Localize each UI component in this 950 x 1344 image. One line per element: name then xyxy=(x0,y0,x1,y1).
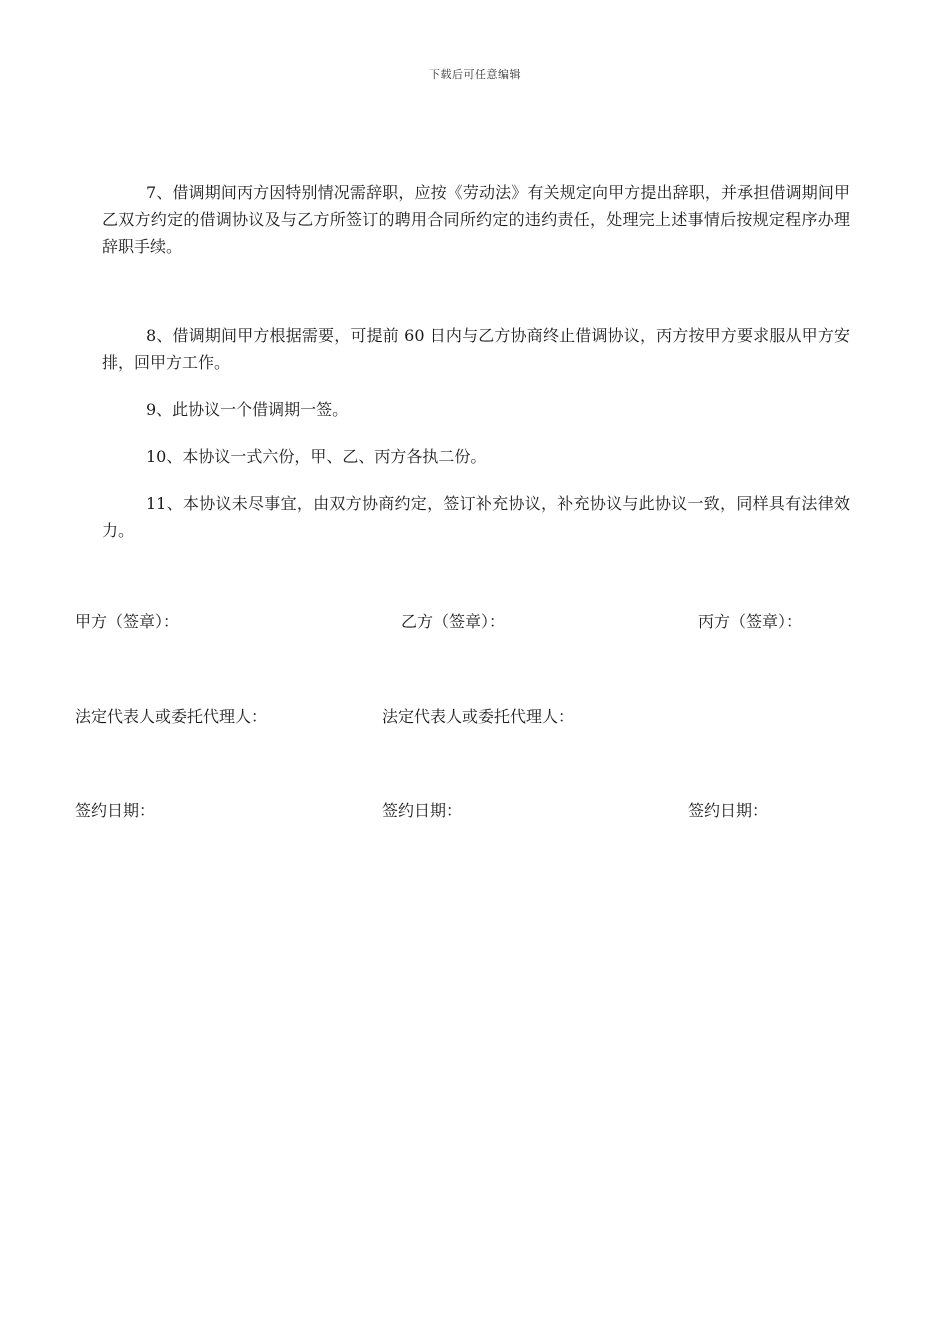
signature-parties-row xyxy=(0,610,950,634)
sign-date-row xyxy=(0,799,950,823)
party-b-representative-label: 法定代表人或委托代理人： xyxy=(382,707,575,726)
clause-8: 8、借调期间甲方根据需要，可提前 60 日内与乙方协商终止借调协议，丙方按甲方要求服从甲方安排，回甲方工作。 xyxy=(102,326,850,372)
party-c-signature-label: 丙方（签章）： xyxy=(698,612,803,631)
clause-7: 7、借调期间丙方因特别情况需辞职，应按《劳动法》有关规定向甲方提出辞职，并承担借调期间甲乙双方约定的借调协议及与乙方所签订的聘用合同所约定的违约责任，处理完上述事情后按规定程序办理辞职手续。 xyxy=(102,183,850,256)
clause-9: 9、此协议一个借调期一签。 xyxy=(146,400,349,419)
party-a-date-label: 签约日期： xyxy=(75,801,156,820)
party-a-signature-label: 甲方（签章）： xyxy=(75,612,180,631)
party-b-signature-label: 乙方（签章）： xyxy=(401,612,506,631)
page-header: 下载后可任意编辑 xyxy=(429,68,521,81)
party-a-representative-label: 法定代表人或委托代理人： xyxy=(75,707,268,726)
clause-11: 11、本协议未尽事宜，由双方协商约定，签订补充协议，补充协议与此协议一致，同样具有法律效力。 xyxy=(102,494,850,540)
clause-10: 10、本协议一式六份，甲、乙、丙方各执二份。 xyxy=(146,447,487,466)
party-c-date-label: 签约日期： xyxy=(688,801,769,820)
representative-row xyxy=(0,705,950,729)
party-b-date-label: 签约日期： xyxy=(382,801,463,820)
